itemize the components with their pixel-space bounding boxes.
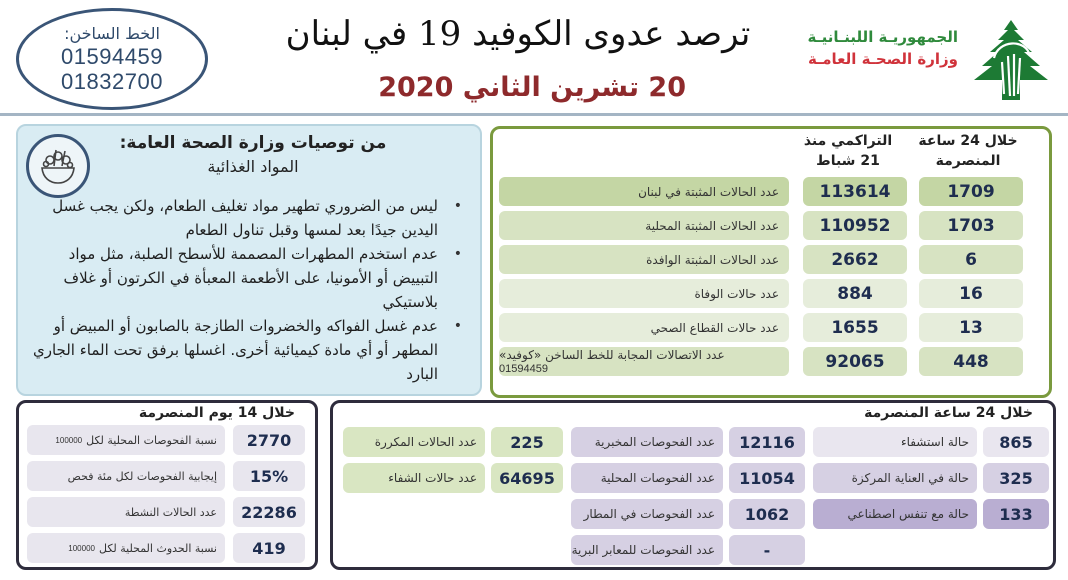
stat-cumulative: 113614 [803,177,907,206]
hotline-badge [16,8,208,110]
column-header-cumulative: التراكمي منذ 21 شباط [803,133,893,169]
stats-row [499,245,1047,274]
food-bowl-icon [26,134,90,198]
stat-label-text: إيجابية الفحوصات لكل مئة فحص [67,469,217,483]
icu-label: حالة في العناية المركزة [813,463,977,493]
stats-row [499,211,1047,240]
hotline-number-2: 01832700 [61,69,163,94]
repeated-cases-label: عدد الحالات المكررة [343,427,485,457]
stat-label: عدد الحالات المثبتة المحلية [499,211,789,240]
lab-tests-value: 12116 [729,427,805,457]
stat-label-unit: 100000 [68,543,95,553]
stat-24h: 1709 [919,177,1023,206]
main-stats-panel [490,126,1052,398]
local-tests-value: 11054 [729,463,805,493]
stat-cumulative: 1655 [803,313,907,342]
cedar-tree-icon [968,18,1054,102]
ministry-name [788,26,958,70]
repeated-cases-value: 225 [491,427,563,457]
stat-label [27,533,225,563]
stat-label-unit: 100000 [55,435,83,445]
stat-value: 22286 [233,497,305,527]
stat-cumulative: 110952 [803,211,907,240]
land-crossing-tests-label: عدد الفحوصات للمعابر البرية [571,535,723,565]
report-date: 20 تشرين الثاني 2020 [378,72,686,103]
column-header-24h: خلال 24 ساعة المنصرمة [918,133,1018,169]
stat-label [27,497,225,527]
recommendations-panel [16,124,482,396]
icu-value: 325 [983,463,1049,493]
stat-label [27,425,225,455]
stat-value: 419 [233,533,305,563]
stats-row [499,279,1047,308]
stat-value: 15% [233,461,305,491]
recovered-value: 64695 [491,463,563,493]
stat-label-text: نسبة الفحوصات المحلية لكل [86,433,217,447]
airport-tests-label: عدد الفحوصات في المطار [571,499,723,529]
stat-24h: 448 [919,347,1023,376]
panel-24-hours [330,400,1056,570]
page-title: ترصد عدوى الكوفيد 19 في لبنان [285,14,751,54]
stat-cumulative: 2662 [803,245,907,274]
hotline-number-1: 01594459 [61,44,163,69]
stat-label [499,347,789,376]
republic-label: الجمهوريـة اللبنـانيـة [807,28,958,46]
stat-24h: 1703 [919,211,1023,240]
stat-label: عدد حالات القطاع الصحي [499,313,789,342]
panel-14-days [16,400,318,570]
hotline-number: 01594459 [499,362,548,375]
stat-24h: 13 [919,313,1023,342]
stat-24h: 16 [919,279,1023,308]
recommendation-item: • ليس من الضروري تطهير مواد تغليف الطعام، ولكن يجب غسل اليدين جيدًا بعد لمسها وقبل تناول الطعام [26,194,466,242]
stat-cumulative: 92065 [803,347,907,376]
stats-row [499,313,1047,342]
hospitalization-label: حالة استشفاء [813,427,977,457]
recommendations-subtitle: المواد الغذائية [207,157,299,176]
local-tests-label: عدد الفحوصات المحلية [571,463,723,493]
panel-24-hours-title: خلال 24 ساعة المنصرمة [864,405,1033,421]
land-crossing-tests-value: - [729,535,805,565]
stat-label-text: نسبة الحدوث المحلية لكل [98,541,217,555]
stat-label: عدد الحالات المثبتة الوافدة [499,245,789,274]
stat-label: عدد حالات الوفاة [499,279,789,308]
stats-row [499,177,1047,206]
ventilator-value: 133 [983,499,1049,529]
stat-label-text: عدد الحالات النشطة [124,505,217,519]
stat-cumulative: 884 [803,279,907,308]
header-divider [0,113,1068,116]
stat-label [27,461,225,491]
recommendations-title: من توصيات وزارة الصحة العامة: [119,133,387,153]
ventilator-label: حالة مع تنفس اصطناعي [813,499,977,529]
stat-row [27,425,309,455]
hotline-label: الخط الساخن: [64,24,160,43]
stat-label: عدد الحالات المثبتة في لبنان [499,177,789,206]
stat-label-text: عدد الاتصالات المجابة للخط الساخن «كوفيد» [499,347,725,362]
airport-tests-value: 1062 [729,499,805,529]
ministry-label: وزارة الصحـة العامـة [807,50,958,68]
hospitalization-value: 865 [983,427,1049,457]
stat-24h: 6 [919,245,1023,274]
lab-tests-label: عدد الفحوصات المخبرية [571,427,723,457]
panel-14-days-title: خلال 14 يوم المنصرمة [138,405,295,421]
stat-value: 2770 [233,425,305,455]
recovered-label: عدد حالات الشفاء [343,463,485,493]
recommendation-item: • عدم استخدم المطهرات المصممة للأسطح الصلبة، مثل مواد التبييض أو الأمونيا، على الأطعمة المعبأة في الكرتون أو غلاف بلاستيكي [26,242,466,314]
stats-row [499,347,1047,376]
recommendations-list [26,194,466,386]
stat-row [27,497,309,527]
stat-row [27,533,309,563]
recommendation-item: • عدم غسل الفواكه والخضروات الطازجة بالصابون أو المبيض أو المطهر أو أي مادة كيميائية أخرى. اغسلها برفق تحت الماء الجاري البارد [26,314,466,386]
header [0,0,1068,112]
stat-row [27,461,309,491]
